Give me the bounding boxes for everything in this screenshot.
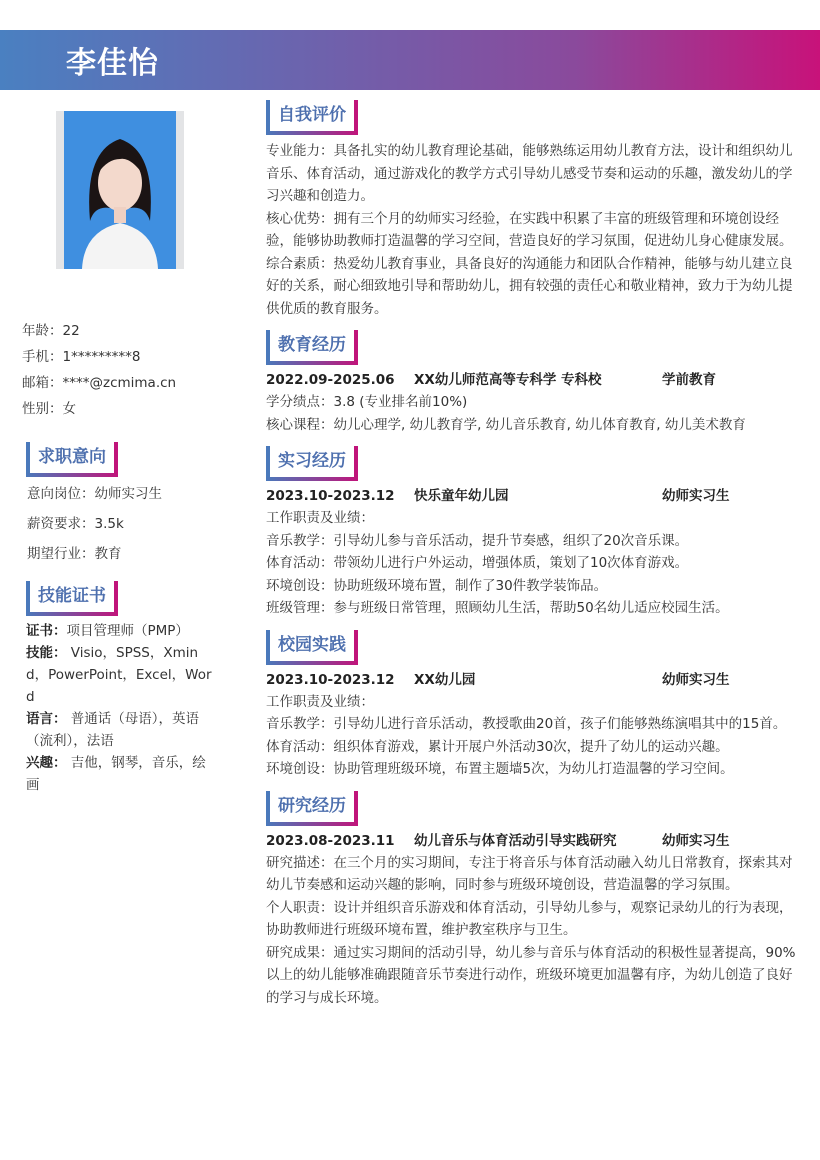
campus-line: 音乐教学：引导幼儿进行音乐活动，教授歌曲20首，孩子们能够熟练演唱其中的15首。: [266, 716, 787, 732]
self-para: 核心优势：拥有三个月的幼师实习经验，在实践中积累了丰富的班级管理和环境创设经验，能够协助教师打造温馨的学习空间，营造良好的学习氛围，促进幼儿身心健康发展。: [266, 210, 793, 249]
section-title-campus: 校园实践: [266, 630, 358, 661]
job-industry: 期望行业：教育: [27, 546, 122, 562]
edu-courses: 核心课程：幼儿心理学, 幼儿教育学, 幼儿音乐教育, 幼儿体育教育, 幼儿美术教育: [266, 416, 746, 433]
info-gender: 性别：女: [22, 401, 76, 417]
edu-gpa: 学分绩点：3.8 (专业排名前10%): [266, 394, 468, 410]
campus-line: 体育活动：组织体育游戏，累计开展户外活动30次，提升了幼儿的运动兴趣。: [266, 738, 729, 755]
intern-line: 班级管理：参与班级日常管理，照顾幼儿生活，帮助50名幼儿适应校园生活。: [266, 600, 729, 616]
skill-hobby: 兴趣： 吉他，钢琴，音乐，绘画: [26, 755, 206, 793]
intern-line: 环境创设：协助班级环境布置，制作了30件教学装饰品。: [266, 577, 608, 594]
info-age: 年龄：22: [22, 323, 80, 339]
section-title-research: 研究经历: [266, 791, 358, 822]
header-banner: [0, 30, 820, 90]
basic-info: [22, 318, 222, 422]
section-title-edu: 教育经历: [266, 330, 358, 361]
skill-tools: 技能： Visio，SPSS，Xmind，PowerPoint，Excel，Word: [26, 645, 212, 705]
campus-row: 2023.10-2023.12 XX幼儿园 幼师实习生: [266, 671, 730, 688]
skills-list: [22, 620, 218, 796]
self-para: 专业能力：具备扎实的幼儿教育理论基础，能够熟练运用幼儿教育方法，设计和组织幼儿音乐、体育活动，通过游戏化的教学方式引导幼儿感受节奏和运动的乐趣，激发幼儿的学习兴趣和创造力。: [266, 143, 793, 204]
intern-line: 工作职责及业绩：: [266, 510, 374, 526]
skill-language: 语言： 普通话（母语），英语（流利），法语: [26, 711, 200, 749]
job-salary: 薪资要求：3.5k: [27, 516, 124, 532]
skill-cert: 证书：项目管理师（PMP）: [26, 623, 189, 639]
intern-row: 2023.10-2023.12 快乐童年幼儿园 幼师实习生: [266, 488, 730, 504]
section-title-self: 自我评价: [266, 100, 358, 131]
job-position: 意向岗位：幼师实习生: [27, 486, 162, 502]
info-email: 邮箱：****@zcmima.cn: [22, 375, 177, 391]
campus-line: 环境创设：协助管理班级环境，布置主题墙5次，为幼儿打造温馨的学习空间。: [266, 761, 734, 777]
research-line: 研究成果：通过实习期间的活动引导，幼儿参与音乐与体育活动的积极性显著提高，90%以上的幼儿能够准确跟随音乐节奏进行动作，班级环境更加温馨有序，为幼儿创造了良好的学习与成长环境。: [266, 944, 796, 1006]
intern-line: 音乐教学：引导幼儿参与音乐活动，提升节奏感，组织了20次音乐课。: [266, 532, 689, 549]
section-title-job: 求职意向: [26, 442, 118, 473]
research-line: 研究描述：在三个月的实习期间，专注于将音乐与体育活动融入幼儿日常教育，探索其对幼儿节奏感和运动兴趣的影响，同时参与班级环境创设，营造温馨的学习氛围。: [266, 854, 793, 893]
edu-row: 2022.09-2025.06 XX幼儿师范高等专科学 专科校 学前教育: [266, 372, 716, 388]
candidate-name: 李佳怡: [66, 46, 159, 81]
intern-line: 体育活动：带领幼儿进行户外运动，增强体质，策划了10次体育游戏。: [266, 555, 689, 571]
profile-photo: [56, 111, 184, 269]
campus-line: 工作职责及业绩：: [266, 693, 374, 710]
self-para: 综合素质：热爱幼儿教育事业，具备良好的沟通能力和团队合作精神，能够与幼儿建立良好的关系，耐心细致地引导和帮助幼儿，拥有较强的责任心和敬业精神，致力于为幼儿提供优质的教育服务。: [266, 255, 793, 317]
research-line: 个人职责：设计并组织音乐游戏和体育活动，引导幼儿参与，观察记录幼儿的行为表现，协助教师进行班级环境布置，维护教室秩序与卫生。: [266, 899, 793, 938]
section-title-skills: 技能证书: [26, 581, 118, 612]
research-row: 2023.08-2023.11 幼儿音乐与体育活动引导实践研究 幼师实习生: [266, 832, 730, 849]
info-phone: 手机：1*********8: [22, 349, 141, 365]
section-title-intern: 实习经历: [266, 446, 358, 477]
